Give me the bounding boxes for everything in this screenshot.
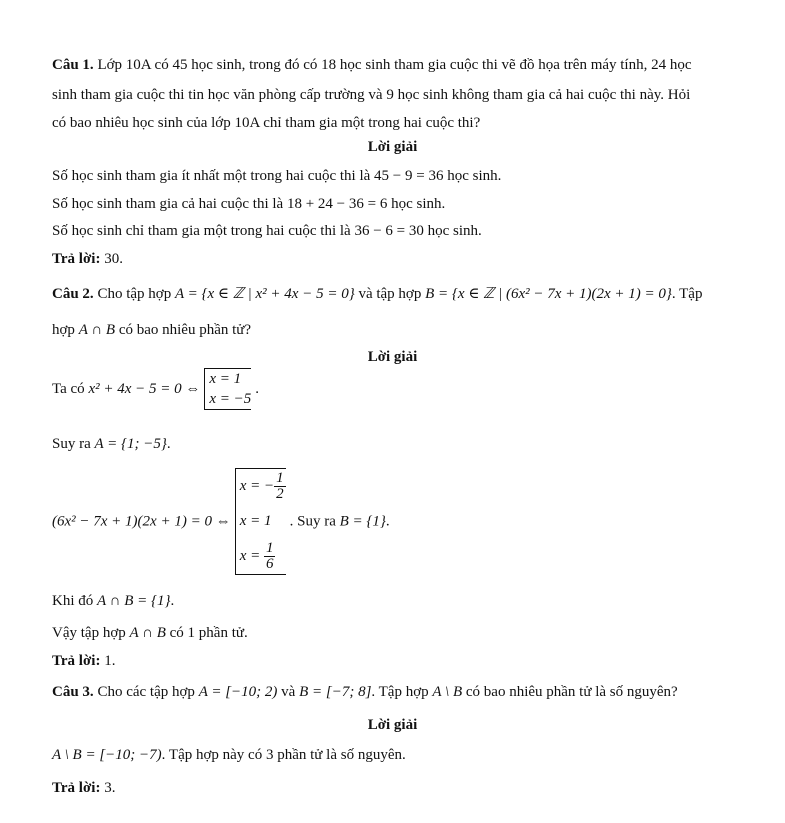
q2-step-1-end: . [255, 381, 260, 397]
q2-step-5 [52, 623, 248, 643]
q2-answer-label: Trả lời: [52, 653, 101, 669]
q1-step-1 [52, 166, 501, 186]
q3-answer [52, 778, 115, 798]
q1-line-2: sinh tham gia cuộc thi tin học văn phòng cấp trường và 9 học sinh không tham gia cả hai cuộc thi này. Hỏi [52, 87, 691, 103]
q2-step-3-tail: . Suy ra [289, 513, 340, 530]
q2-step-3 [52, 468, 390, 575]
q1-line-1 [52, 55, 692, 75]
q1-step-2 [52, 194, 445, 214]
q2-text-l2a: hợp [52, 322, 79, 338]
q1-label: Câu 1. [52, 57, 94, 73]
q1-step-2-math: 18 + 24 − 36 = 6 [286, 196, 388, 212]
q2-fraction-sixth-den: 6 [265, 556, 274, 573]
q2-step-3-root-1-lhs: x = − [239, 478, 275, 494]
q2-step-1-system [204, 368, 251, 410]
q3-answer-label: Trả lời: [52, 780, 101, 796]
q2-step-3-end: . [385, 513, 390, 530]
q3-text-d: có bao nhiêu phần tử là số nguyên? [462, 684, 678, 700]
q1-step-3 [52, 221, 482, 241]
q1-line-3: có bao nhiêu học sinh của lớp 10A chỉ tham gia một trong hai cuộc thi? [52, 115, 481, 131]
q2-solution-heading: Lời giải [367, 349, 418, 365]
q2-step-4-math: A ∩ B = {1} [97, 593, 171, 609]
q2-step-4-prefix: Khi đó [52, 593, 97, 609]
q1-step-3-text: Số học sinh chỉ tham gia một trong hai cuộc thi là [52, 223, 355, 239]
q2-step-1 [52, 368, 259, 410]
q2-answer [52, 651, 115, 671]
q2-step-5-tail: có 1 phần tử. [165, 625, 248, 641]
q2-set-a: A = {x ∈ ℤ | x² + 4x − 5 = 0} [174, 286, 355, 302]
q2-step-2-prefix: Suy ra [52, 436, 95, 452]
q2-text-b: và tập hợp [354, 286, 426, 302]
q3-solution-text: . Tập hợp này có 3 phần tử là số nguyên. [161, 747, 406, 763]
q2-fraction-half-num: 1 [276, 470, 284, 487]
q2-step-4 [52, 591, 174, 611]
q2-step-3-eq: (6x² − 7x + 1)(2x + 1) = 0 ⇔ [52, 513, 231, 530]
q3-answer-value: 3. [100, 780, 116, 796]
q3-text-b: và [277, 684, 300, 700]
q2-step-5-math: A ∩ B [129, 625, 166, 641]
q2-set-b: B = {x ∈ ℤ | (6x² − 7x + 1)(2x + 1) = 0} [425, 286, 672, 302]
q2-step-2 [52, 434, 171, 454]
q2-step-2-math: A = {1; −5} [94, 436, 167, 452]
q3-set-b: B = [−7; 8] [299, 684, 372, 700]
q1-step-1-text: Số học sinh tham gia ít nhất một trong hai cuộc thi là [52, 168, 375, 184]
q1-answer-label: Trả lời: [52, 251, 101, 267]
q2-fraction-half-den: 2 [276, 486, 284, 503]
q1-answer-value: 30. [100, 251, 123, 267]
q1-step-3-math: 36 − 6 = 30 [354, 223, 424, 239]
q3-text-a: Cho các tập hợp [93, 684, 199, 700]
q3-label: Câu 3. [52, 684, 94, 700]
q2-line-1 [52, 284, 702, 304]
q2-fraction-sixth [264, 541, 276, 572]
q3-diff: A \ B [432, 684, 463, 700]
q2-step-3-root-3 [239, 540, 276, 573]
q2-step-1-eq: x² + 4x − 5 = 0 ⇔ [88, 381, 201, 397]
q2-step-3-root-1 [239, 470, 286, 503]
q3-line-1 [52, 682, 678, 702]
q2-answer-value: 1. [100, 653, 116, 669]
q2-line-2 [52, 320, 251, 340]
q1-step-1-tail: học sinh. [443, 168, 502, 184]
q2-intersect: A ∩ B [78, 322, 116, 338]
q2-step-1-prefix: Ta có [52, 381, 89, 397]
q3-solution-heading: Lời giải [367, 717, 418, 733]
q1-step-1-math: 45 − 9 = 36 [374, 168, 444, 184]
q3-solution [52, 745, 406, 765]
q2-step-4-end: . [170, 593, 175, 609]
q1-step-2-text: Số học sinh tham gia cả hai cuộc thi là [52, 196, 287, 212]
q2-label: Câu 2. [52, 286, 94, 302]
q2-root-2: x = −5 [209, 391, 252, 407]
q2-step-2-end: . [166, 436, 171, 452]
q2-step-3-root-2: x = 1 [239, 513, 272, 529]
q2-root-1: x = 1 [209, 371, 242, 387]
q2-step-3-root-3-lhs: x = [239, 548, 264, 564]
q3-text-c: . Tập hợp [371, 684, 433, 700]
q2-text-c: . Tập [671, 286, 703, 302]
q2-fraction-half [274, 471, 286, 502]
q1-step-3-tail: học sinh. [423, 223, 482, 239]
q2-fraction-sixth-num: 1 [265, 540, 274, 557]
q2-step-3-system [235, 468, 286, 575]
q1-step-2-tail: học sinh. [387, 196, 446, 212]
q2-step-5-prefix: Vậy tập hợp [52, 625, 130, 641]
q3-set-a: A = [−10; 2) [198, 684, 278, 700]
q2-text-l2b: có bao nhiêu phần tử? [115, 322, 252, 338]
q3-solution-math: A \ B = [−10; −7) [52, 747, 162, 763]
q1-answer [52, 249, 123, 269]
q1-text-1: Lớp 10A có 45 học sinh, trong đó có 18 học sinh tham gia cuộc thi vẽ đồ họa trên máy tính, 24 học [93, 57, 692, 73]
q1-solution-heading: Lời giải [367, 139, 418, 155]
q2-step-3-math: B = {1} [339, 513, 386, 530]
q2-text-a: Cho tập hợp [93, 286, 175, 302]
